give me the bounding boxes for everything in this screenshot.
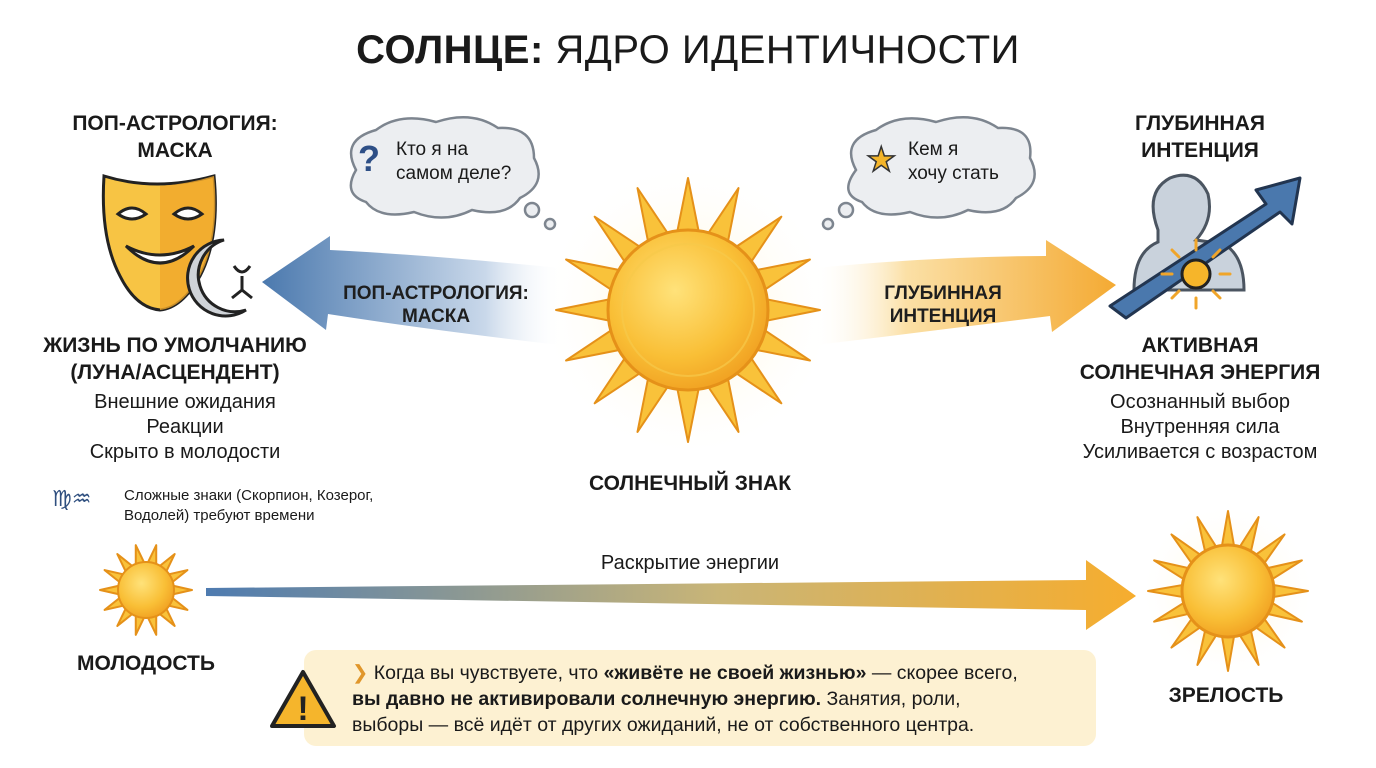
right-arrow-label-line1: ГЛУБИННАЯ: [884, 283, 1002, 304]
bubble-right-line1: Кем я: [908, 139, 959, 160]
sun-icon: [540, 168, 840, 458]
right-arrow-label: [858, 282, 1028, 328]
right-heading-line2: ИНТЕНЦИЯ: [1141, 139, 1259, 162]
zodiac-icons: ♍♒: [52, 486, 92, 511]
warning-icon-mark: !: [297, 690, 309, 728]
timeline-start: МОЛОДОСТЬ: [77, 652, 215, 675]
warning-part1: Когда вы чувствуете, что: [373, 662, 604, 684]
warning-bold2: вы давно не активировали солнечную энергию.: [352, 688, 822, 710]
right-item: Осознанный выбор: [1110, 391, 1290, 413]
warning-part4: выборы — всё идёт от других ожиданий, не от собственного центра.: [352, 714, 975, 736]
right-heading-line1: ГЛУБИННАЯ: [1135, 112, 1265, 135]
left-subheading-line1: ЖИЗНЬ ПО УМОЛЧАНИЮ: [43, 334, 307, 357]
left-item: Реакции: [146, 416, 224, 438]
small-sun-icon: [96, 540, 196, 640]
left-note: [124, 486, 424, 526]
title-bold: СОЛНЦЕ:: [356, 28, 544, 72]
person-growth-icon: [1104, 170, 1314, 320]
left-arrow-label-line1: ПОП-АСТРОЛОГИЯ:: [343, 283, 529, 304]
mask-icon: [96, 168, 276, 318]
right-subheading: [1050, 332, 1350, 386]
title-rest: ЯДРО ИДЕНТИЧНОСТИ: [555, 28, 1020, 72]
timeline-label: Раскрытие энергии: [600, 552, 780, 574]
chevron-icon: ❯: [352, 662, 369, 684]
star-icon: ★: [866, 141, 897, 179]
left-arrow-label: [316, 282, 556, 328]
warning-icon: [268, 668, 338, 730]
bubble-left-line2: самом деле?: [396, 163, 512, 184]
left-item: Внешние ожидания: [94, 391, 276, 413]
timeline-end: ЗРЕЛОСТЬ: [1168, 684, 1284, 707]
warning-text: [352, 660, 1092, 738]
right-heading: [1080, 110, 1320, 164]
warning-part2: — скорее всего,: [866, 662, 1018, 684]
large-sun-icon: [1140, 505, 1320, 685]
left-note-line2: Водолей) требуют времени: [124, 507, 315, 524]
left-item: Скрыто в молодости: [89, 441, 281, 463]
right-items: [1040, 390, 1360, 465]
left-arrow-label-line2: МАСКА: [401, 306, 471, 327]
right-arrow-label-line2: ИНТЕНЦИЯ: [889, 306, 997, 327]
left-heading-line2: МАСКА: [137, 139, 213, 162]
warning-bold1: «живёте не своей жизнью»: [603, 662, 867, 684]
left-heading: [40, 110, 310, 164]
bubble-left-text: [396, 138, 546, 186]
bubble-right-text: [908, 138, 1038, 186]
left-subheading-line2: (ЛУНА/АСЦЕНДЕНТ): [70, 361, 280, 384]
warning-part3: Занятия, роли,: [821, 688, 961, 710]
bubble-left-line1: Кто я на: [396, 139, 469, 160]
right-subheading-line2: СОЛНЕЧНАЯ ЭНЕРГИЯ: [1079, 361, 1321, 384]
left-items: [20, 390, 350, 465]
right-item: Внутренняя сила: [1120, 416, 1280, 438]
left-note-line1: Сложные знаки (Скорпион, Козерог,: [124, 487, 374, 504]
bubble-right-line2: хочу стать: [908, 163, 999, 184]
right-subheading-line1: АКТИВНАЯ: [1141, 334, 1259, 357]
right-item: Усиливается с возрастом: [1082, 441, 1318, 463]
center-label: СОЛНЕЧНЫЙ ЗНАК: [588, 472, 792, 495]
left-heading-line1: ПОП-АСТРОЛОГИЯ:: [72, 112, 278, 135]
question-icon: ?: [358, 138, 380, 179]
left-subheading: [20, 332, 330, 386]
